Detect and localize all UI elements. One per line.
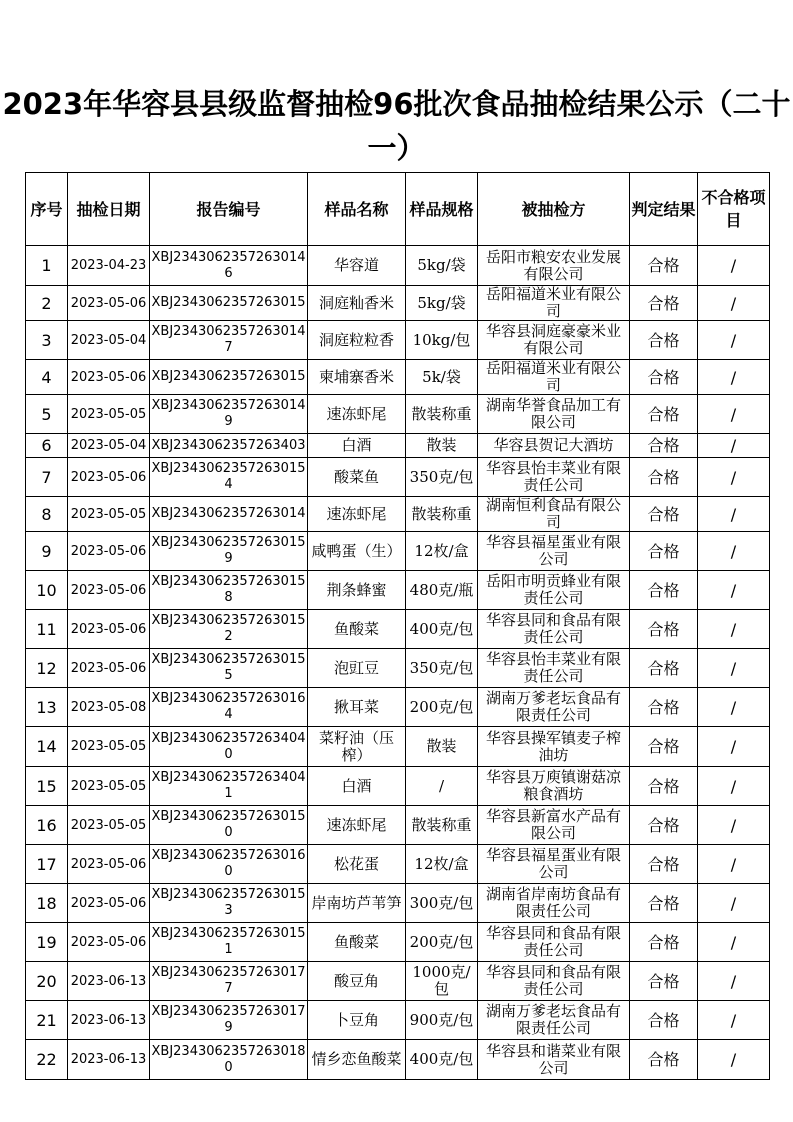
table-row bbox=[26, 806, 770, 845]
inspection-date: 2023-05-06 bbox=[68, 360, 150, 395]
inspection-date: 2023-06-13 bbox=[68, 962, 150, 1001]
inspection-date: 2023-05-05 bbox=[68, 727, 150, 767]
report-number: XBJ23430623572630180 bbox=[150, 1040, 308, 1080]
report-number: XBJ2343062357263015 bbox=[150, 360, 308, 395]
table-row bbox=[26, 532, 770, 571]
judgment-result: 合格 bbox=[630, 649, 698, 688]
judgment-result: 合格 bbox=[630, 767, 698, 806]
sample-spec: 480克/瓶 bbox=[406, 571, 478, 610]
inspection-date: 2023-05-06 bbox=[68, 923, 150, 962]
inspection-date: 2023-05-06 bbox=[68, 571, 150, 610]
sample-spec: 散装称重 bbox=[406, 806, 478, 845]
header-date: 抽检日期 bbox=[68, 173, 150, 246]
table-row bbox=[26, 395, 770, 434]
header-sample-name: 样品名称 bbox=[308, 173, 406, 246]
row-number: 1 bbox=[26, 246, 68, 286]
judgment-result: 合格 bbox=[630, 395, 698, 434]
failed-item: / bbox=[698, 1040, 770, 1080]
failed-item: / bbox=[698, 246, 770, 286]
report-number: XBJ23430623572630177 bbox=[150, 962, 308, 1001]
row-number: 4 bbox=[26, 360, 68, 395]
report-number: XBJ23430623572630160 bbox=[150, 845, 308, 884]
report-number: XBJ23430623572634041 bbox=[150, 767, 308, 806]
sample-name: 速冻虾尾 bbox=[308, 806, 406, 845]
sample-spec: 散装称重 bbox=[406, 395, 478, 434]
inspected-party: 华容县福星蛋业有限公司 bbox=[478, 845, 630, 884]
judgment-result: 合格 bbox=[630, 1001, 698, 1040]
inspected-party: 华容县操军镇麦子榨油坊 bbox=[478, 727, 630, 767]
sample-spec: 200克/包 bbox=[406, 923, 478, 962]
failed-item: / bbox=[698, 497, 770, 532]
inspection-date: 2023-05-05 bbox=[68, 497, 150, 532]
row-number: 19 bbox=[26, 923, 68, 962]
row-number: 20 bbox=[26, 962, 68, 1001]
failed-item: / bbox=[698, 962, 770, 1001]
row-number: 18 bbox=[26, 884, 68, 923]
row-number: 13 bbox=[26, 688, 68, 727]
sample-spec: 10kg/包 bbox=[406, 321, 478, 360]
table-row bbox=[26, 458, 770, 497]
report-number: XBJ23430623572630164 bbox=[150, 688, 308, 727]
inspection-date: 2023-05-06 bbox=[68, 649, 150, 688]
sample-name: 洞庭粒粒香 bbox=[308, 321, 406, 360]
failed-item: / bbox=[698, 434, 770, 458]
inspection-date: 2023-05-06 bbox=[68, 884, 150, 923]
judgment-result: 合格 bbox=[630, 727, 698, 767]
sample-spec: 12枚/盒 bbox=[406, 845, 478, 884]
sample-name: 速冻虾尾 bbox=[308, 497, 406, 532]
judgment-result: 合格 bbox=[630, 845, 698, 884]
sample-name: 酸菜鱼 bbox=[308, 458, 406, 497]
report-number: XBJ23430623572630154 bbox=[150, 458, 308, 497]
failed-item: / bbox=[698, 395, 770, 434]
table-row bbox=[26, 649, 770, 688]
sample-spec: 400克/包 bbox=[406, 610, 478, 649]
failed-item: / bbox=[698, 649, 770, 688]
failed-item: / bbox=[698, 727, 770, 767]
inspection-date: 2023-05-04 bbox=[68, 434, 150, 458]
table-row bbox=[26, 962, 770, 1001]
failed-item: / bbox=[698, 571, 770, 610]
row-number: 22 bbox=[26, 1040, 68, 1080]
report-number: XBJ23430623572630158 bbox=[150, 571, 308, 610]
inspection-date: 2023-04-23 bbox=[68, 246, 150, 286]
judgment-result: 合格 bbox=[630, 1040, 698, 1080]
table-row bbox=[26, 434, 770, 458]
sample-spec: 300克/包 bbox=[406, 884, 478, 923]
report-number: XBJ23430623572630153 bbox=[150, 884, 308, 923]
row-number: 15 bbox=[26, 767, 68, 806]
judgment-result: 合格 bbox=[630, 434, 698, 458]
report-number: XBJ23430623572630159 bbox=[150, 532, 308, 571]
row-number: 6 bbox=[26, 434, 68, 458]
sample-name: 揪耳菜 bbox=[308, 688, 406, 727]
sample-name: 洞庭籼香米 bbox=[308, 286, 406, 321]
inspected-party: 岳阳福道米业有限公司 bbox=[478, 286, 630, 321]
sample-spec: 5kg/袋 bbox=[406, 286, 478, 321]
failed-item: / bbox=[698, 688, 770, 727]
header-no: 序号 bbox=[26, 173, 68, 246]
report-number: XBJ23430623572630151 bbox=[150, 923, 308, 962]
row-number: 11 bbox=[26, 610, 68, 649]
failed-item: / bbox=[698, 610, 770, 649]
table-row bbox=[26, 360, 770, 395]
report-number: XBJ23430623572634040 bbox=[150, 727, 308, 767]
row-number: 17 bbox=[26, 845, 68, 884]
row-number: 10 bbox=[26, 571, 68, 610]
judgment-result: 合格 bbox=[630, 246, 698, 286]
judgment-result: 合格 bbox=[630, 497, 698, 532]
table-row bbox=[26, 246, 770, 286]
inspection-date: 2023-06-13 bbox=[68, 1001, 150, 1040]
sample-name: 鱼酸菜 bbox=[308, 923, 406, 962]
judgment-result: 合格 bbox=[630, 321, 698, 360]
failed-item: / bbox=[698, 286, 770, 321]
judgment-result: 合格 bbox=[630, 571, 698, 610]
header-report: 报告编号 bbox=[150, 173, 308, 246]
row-number: 9 bbox=[26, 532, 68, 571]
report-number: XBJ23430623572630152 bbox=[150, 610, 308, 649]
sample-spec: 散装 bbox=[406, 434, 478, 458]
inspected-party: 湖南万爹老坛食品有限责任公司 bbox=[478, 1001, 630, 1040]
sample-spec: 散装 bbox=[406, 727, 478, 767]
failed-item: / bbox=[698, 532, 770, 571]
sample-name: 鱼酸菜 bbox=[308, 610, 406, 649]
row-number: 3 bbox=[26, 321, 68, 360]
header-spec: 样品规格 bbox=[406, 173, 478, 246]
inspected-party: 华容县洞庭豪豪米业有限公司 bbox=[478, 321, 630, 360]
table-row bbox=[26, 571, 770, 610]
judgment-result: 合格 bbox=[630, 360, 698, 395]
sample-spec: 200克/包 bbox=[406, 688, 478, 727]
failed-item: / bbox=[698, 806, 770, 845]
sample-name: 岸南坊芦苇笋 bbox=[308, 884, 406, 923]
inspected-party: 华容县和谐菜业有限公司 bbox=[478, 1040, 630, 1080]
sample-name: 柬埔寨香米 bbox=[308, 360, 406, 395]
inspected-party: 华容县怡丰菜业有限责任公司 bbox=[478, 458, 630, 497]
sample-name: 白酒 bbox=[308, 767, 406, 806]
table-row bbox=[26, 727, 770, 767]
report-number: XBJ23430623572630155 bbox=[150, 649, 308, 688]
sample-name: 酸豆角 bbox=[308, 962, 406, 1001]
row-number: 5 bbox=[26, 395, 68, 434]
report-number: XBJ23430623572630147 bbox=[150, 321, 308, 360]
judgment-result: 合格 bbox=[630, 806, 698, 845]
judgment-result: 合格 bbox=[630, 923, 698, 962]
judgment-result: 合格 bbox=[630, 458, 698, 497]
report-number: XBJ23430623572630179 bbox=[150, 1001, 308, 1040]
header-failed-item: 不合格项目 bbox=[698, 173, 770, 246]
row-number: 14 bbox=[26, 727, 68, 767]
table-row bbox=[26, 767, 770, 806]
judgment-result: 合格 bbox=[630, 532, 698, 571]
failed-item: / bbox=[698, 923, 770, 962]
sample-name: 卜豆角 bbox=[308, 1001, 406, 1040]
failed-item: / bbox=[698, 767, 770, 806]
row-number: 2 bbox=[26, 286, 68, 321]
inspection-date: 2023-05-04 bbox=[68, 321, 150, 360]
inspection-date: 2023-05-05 bbox=[68, 806, 150, 845]
inspection-date: 2023-05-08 bbox=[68, 688, 150, 727]
sample-spec: 400克/包 bbox=[406, 1040, 478, 1080]
sample-name: 速冻虾尾 bbox=[308, 395, 406, 434]
header-result: 判定结果 bbox=[630, 173, 698, 246]
header-org: 被抽检方 bbox=[478, 173, 630, 246]
inspected-party: 华容县新富水产品有限公司 bbox=[478, 806, 630, 845]
report-number: XBJ23430623572630149 bbox=[150, 395, 308, 434]
table-row bbox=[26, 321, 770, 360]
table-row bbox=[26, 610, 770, 649]
table-header-row bbox=[26, 173, 770, 246]
inspected-party: 湖南省岸南坊食品有限责任公司 bbox=[478, 884, 630, 923]
inspected-party: 湖南恒利食品有限公司 bbox=[478, 497, 630, 532]
sample-spec: 5k/袋 bbox=[406, 360, 478, 395]
row-number: 16 bbox=[26, 806, 68, 845]
table-row bbox=[26, 1001, 770, 1040]
report-number: XBJ23430623572630150 bbox=[150, 806, 308, 845]
sample-name: 咸鸭蛋（生） bbox=[308, 532, 406, 571]
sample-spec: 5kg/袋 bbox=[406, 246, 478, 286]
sample-name: 泡豇豆 bbox=[308, 649, 406, 688]
table-row bbox=[26, 286, 770, 321]
failed-item: / bbox=[698, 321, 770, 360]
row-number: 12 bbox=[26, 649, 68, 688]
inspected-party: 华容县万庾镇谢菇凉粮食酒坊 bbox=[478, 767, 630, 806]
sample-spec: 散装称重 bbox=[406, 497, 478, 532]
report-number: XBJ2343062357263403 bbox=[150, 434, 308, 458]
sample-name: 荆条蜂蜜 bbox=[308, 571, 406, 610]
sample-name: 白酒 bbox=[308, 434, 406, 458]
table-row bbox=[26, 923, 770, 962]
row-number: 21 bbox=[26, 1001, 68, 1040]
inspected-party: 华容县福星蛋业有限公司 bbox=[478, 532, 630, 571]
inspected-party: 岳阳市明贡蜂业有限责任公司 bbox=[478, 571, 630, 610]
row-number: 7 bbox=[26, 458, 68, 497]
judgment-result: 合格 bbox=[630, 688, 698, 727]
sample-spec: 900克/包 bbox=[406, 1001, 478, 1040]
table-row bbox=[26, 884, 770, 923]
judgment-result: 合格 bbox=[630, 962, 698, 1001]
inspection-date: 2023-05-06 bbox=[68, 532, 150, 571]
inspection-date: 2023-06-13 bbox=[68, 1040, 150, 1080]
sample-spec: / bbox=[406, 767, 478, 806]
table-row bbox=[26, 688, 770, 727]
judgment-result: 合格 bbox=[630, 884, 698, 923]
inspected-party: 华容县贺记大酒坊 bbox=[478, 434, 630, 458]
report-number: XBJ23430623572630146 bbox=[150, 246, 308, 286]
judgment-result: 合格 bbox=[630, 286, 698, 321]
report-number: XBJ2343062357263014 bbox=[150, 497, 308, 532]
judgment-result: 合格 bbox=[630, 610, 698, 649]
table-row bbox=[26, 1040, 770, 1080]
inspection-date: 2023-05-05 bbox=[68, 767, 150, 806]
inspection-date: 2023-05-05 bbox=[68, 395, 150, 434]
sample-name: 菜籽油（压榨） bbox=[308, 727, 406, 767]
sample-spec: 1000克/包 bbox=[406, 962, 478, 1001]
table-row bbox=[26, 845, 770, 884]
row-number: 8 bbox=[26, 497, 68, 532]
inspected-party: 岳阳市粮安农业发展有限公司 bbox=[478, 246, 630, 286]
failed-item: / bbox=[698, 845, 770, 884]
inspection-results-table bbox=[25, 172, 770, 1080]
inspection-date: 2023-05-06 bbox=[68, 286, 150, 321]
inspected-party: 岳阳福道米业有限公司 bbox=[478, 360, 630, 395]
sample-name: 情乡恋鱼酸菜 bbox=[308, 1040, 406, 1080]
sample-name: 华容道 bbox=[308, 246, 406, 286]
inspected-party: 华容县同和食品有限责任公司 bbox=[478, 610, 630, 649]
sample-spec: 350克/包 bbox=[406, 458, 478, 497]
failed-item: / bbox=[698, 360, 770, 395]
failed-item: / bbox=[698, 884, 770, 923]
failed-item: / bbox=[698, 458, 770, 497]
document-title: 2023年华容县县级监督抽检96批次食品抽检结果公示（二十一） bbox=[2, 87, 791, 165]
inspection-date: 2023-05-06 bbox=[68, 610, 150, 649]
inspected-party: 华容县同和食品有限责任公司 bbox=[478, 923, 630, 962]
failed-item: / bbox=[698, 1001, 770, 1040]
inspected-party: 湖南华誉食品加工有限公司 bbox=[478, 395, 630, 434]
inspection-date: 2023-05-06 bbox=[68, 845, 150, 884]
inspected-party: 华容县同和食品有限责任公司 bbox=[478, 962, 630, 1001]
inspected-party: 湖南万爹老坛食品有限责任公司 bbox=[478, 688, 630, 727]
sample-spec: 350克/包 bbox=[406, 649, 478, 688]
sample-spec: 12枚/盒 bbox=[406, 532, 478, 571]
table-row bbox=[26, 497, 770, 532]
sample-name: 松花蛋 bbox=[308, 845, 406, 884]
inspected-party: 华容县怡丰菜业有限责任公司 bbox=[478, 649, 630, 688]
inspection-date: 2023-05-06 bbox=[68, 458, 150, 497]
report-number: XBJ2343062357263015 bbox=[150, 286, 308, 321]
